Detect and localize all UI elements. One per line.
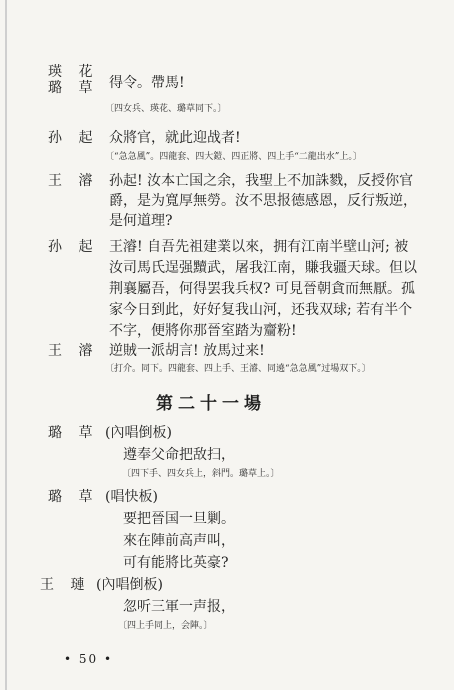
song-line: 遵奉父命把敌扫， <box>123 447 235 463</box>
speaker-name: 璐 草 <box>48 80 99 96</box>
speaker-name: 孙 起 <box>48 130 99 146</box>
stage-direction: 〔四上手同上，会陣。〕 <box>118 621 213 631</box>
dialogue-line: 逆賊一派胡言! 放馬过来! <box>109 343 265 359</box>
speaker-name: 孙 起 <box>48 239 99 255</box>
speaker-name: 璐 草 <box>48 425 99 441</box>
dialogue-line: 家今日到此，好好复我山河，还我双球; 若有半个 <box>109 302 413 318</box>
stage-direction: 〔“急急風”。四龍套、四大鎧、四正將、四上手“二龍出水”上。〕 <box>105 152 362 162</box>
speaker-name: 瑛 花 <box>48 64 99 80</box>
dialogue-line: 爵，是为寬厚無勞。汝不思报德感恩，反行叛逆， <box>109 193 417 209</box>
singing-mode: (內唱倒板) <box>105 425 172 441</box>
speaker-name: 王 璉 <box>40 577 91 593</box>
dialogue-line: 王濬! 自吾先祖建業以來，拥有江南半壁山河; 被 <box>109 239 409 255</box>
dialogue-line: 得令。帶馬! <box>109 75 185 91</box>
speaker-name: 璐 草 <box>48 489 99 505</box>
stage-direction: 〔四下手、四女兵上，斜門。璐草上。〕 <box>122 469 280 479</box>
scene-heading: 第二十一場 <box>156 394 266 414</box>
page-edge-shadow <box>5 0 7 690</box>
dialogue-line: 是何道理? <box>109 213 173 229</box>
speaker-name: 王 濬 <box>48 343 99 359</box>
singing-mode: (內唱倒板) <box>96 577 163 593</box>
dialogue-line: 孙起! 汝本亡国之余，我聖上不加誅戮，反授你官 <box>109 173 414 189</box>
dialogue-line: 不字，便將你那晉室踏为齏粉! <box>109 323 297 339</box>
song-line: 來在陣前高声叫， <box>123 533 235 549</box>
stage-direction: 〔打介。同下。四龍套、四上手、王濬、同遶“急急風”过場双下。〕 <box>105 364 371 374</box>
stage-direction: 〔四女兵、瑛花、璐草同下。〕 <box>105 104 227 114</box>
page-number: • 50 • <box>64 652 114 666</box>
singing-mode: (唱快板) <box>105 489 158 505</box>
song-line: 忽听三軍一声报， <box>123 599 235 615</box>
song-line: 要把晉国一旦剿。 <box>123 511 235 527</box>
dialogue-line: 荆襄屬吾，何得罢我兵权? 可見晉朝貪而無厭。孤 <box>109 281 415 297</box>
speaker-name: 王 濬 <box>48 173 99 189</box>
dialogue-line: 汝司馬氏逞强黷武，屠我江南，賺我疆天球。但以 <box>109 260 417 276</box>
song-line: 可有能將比英豪? <box>123 555 229 571</box>
dialogue-line: 众將官，就此迎战者! <box>109 130 241 146</box>
speaker-stack <box>48 64 98 96</box>
